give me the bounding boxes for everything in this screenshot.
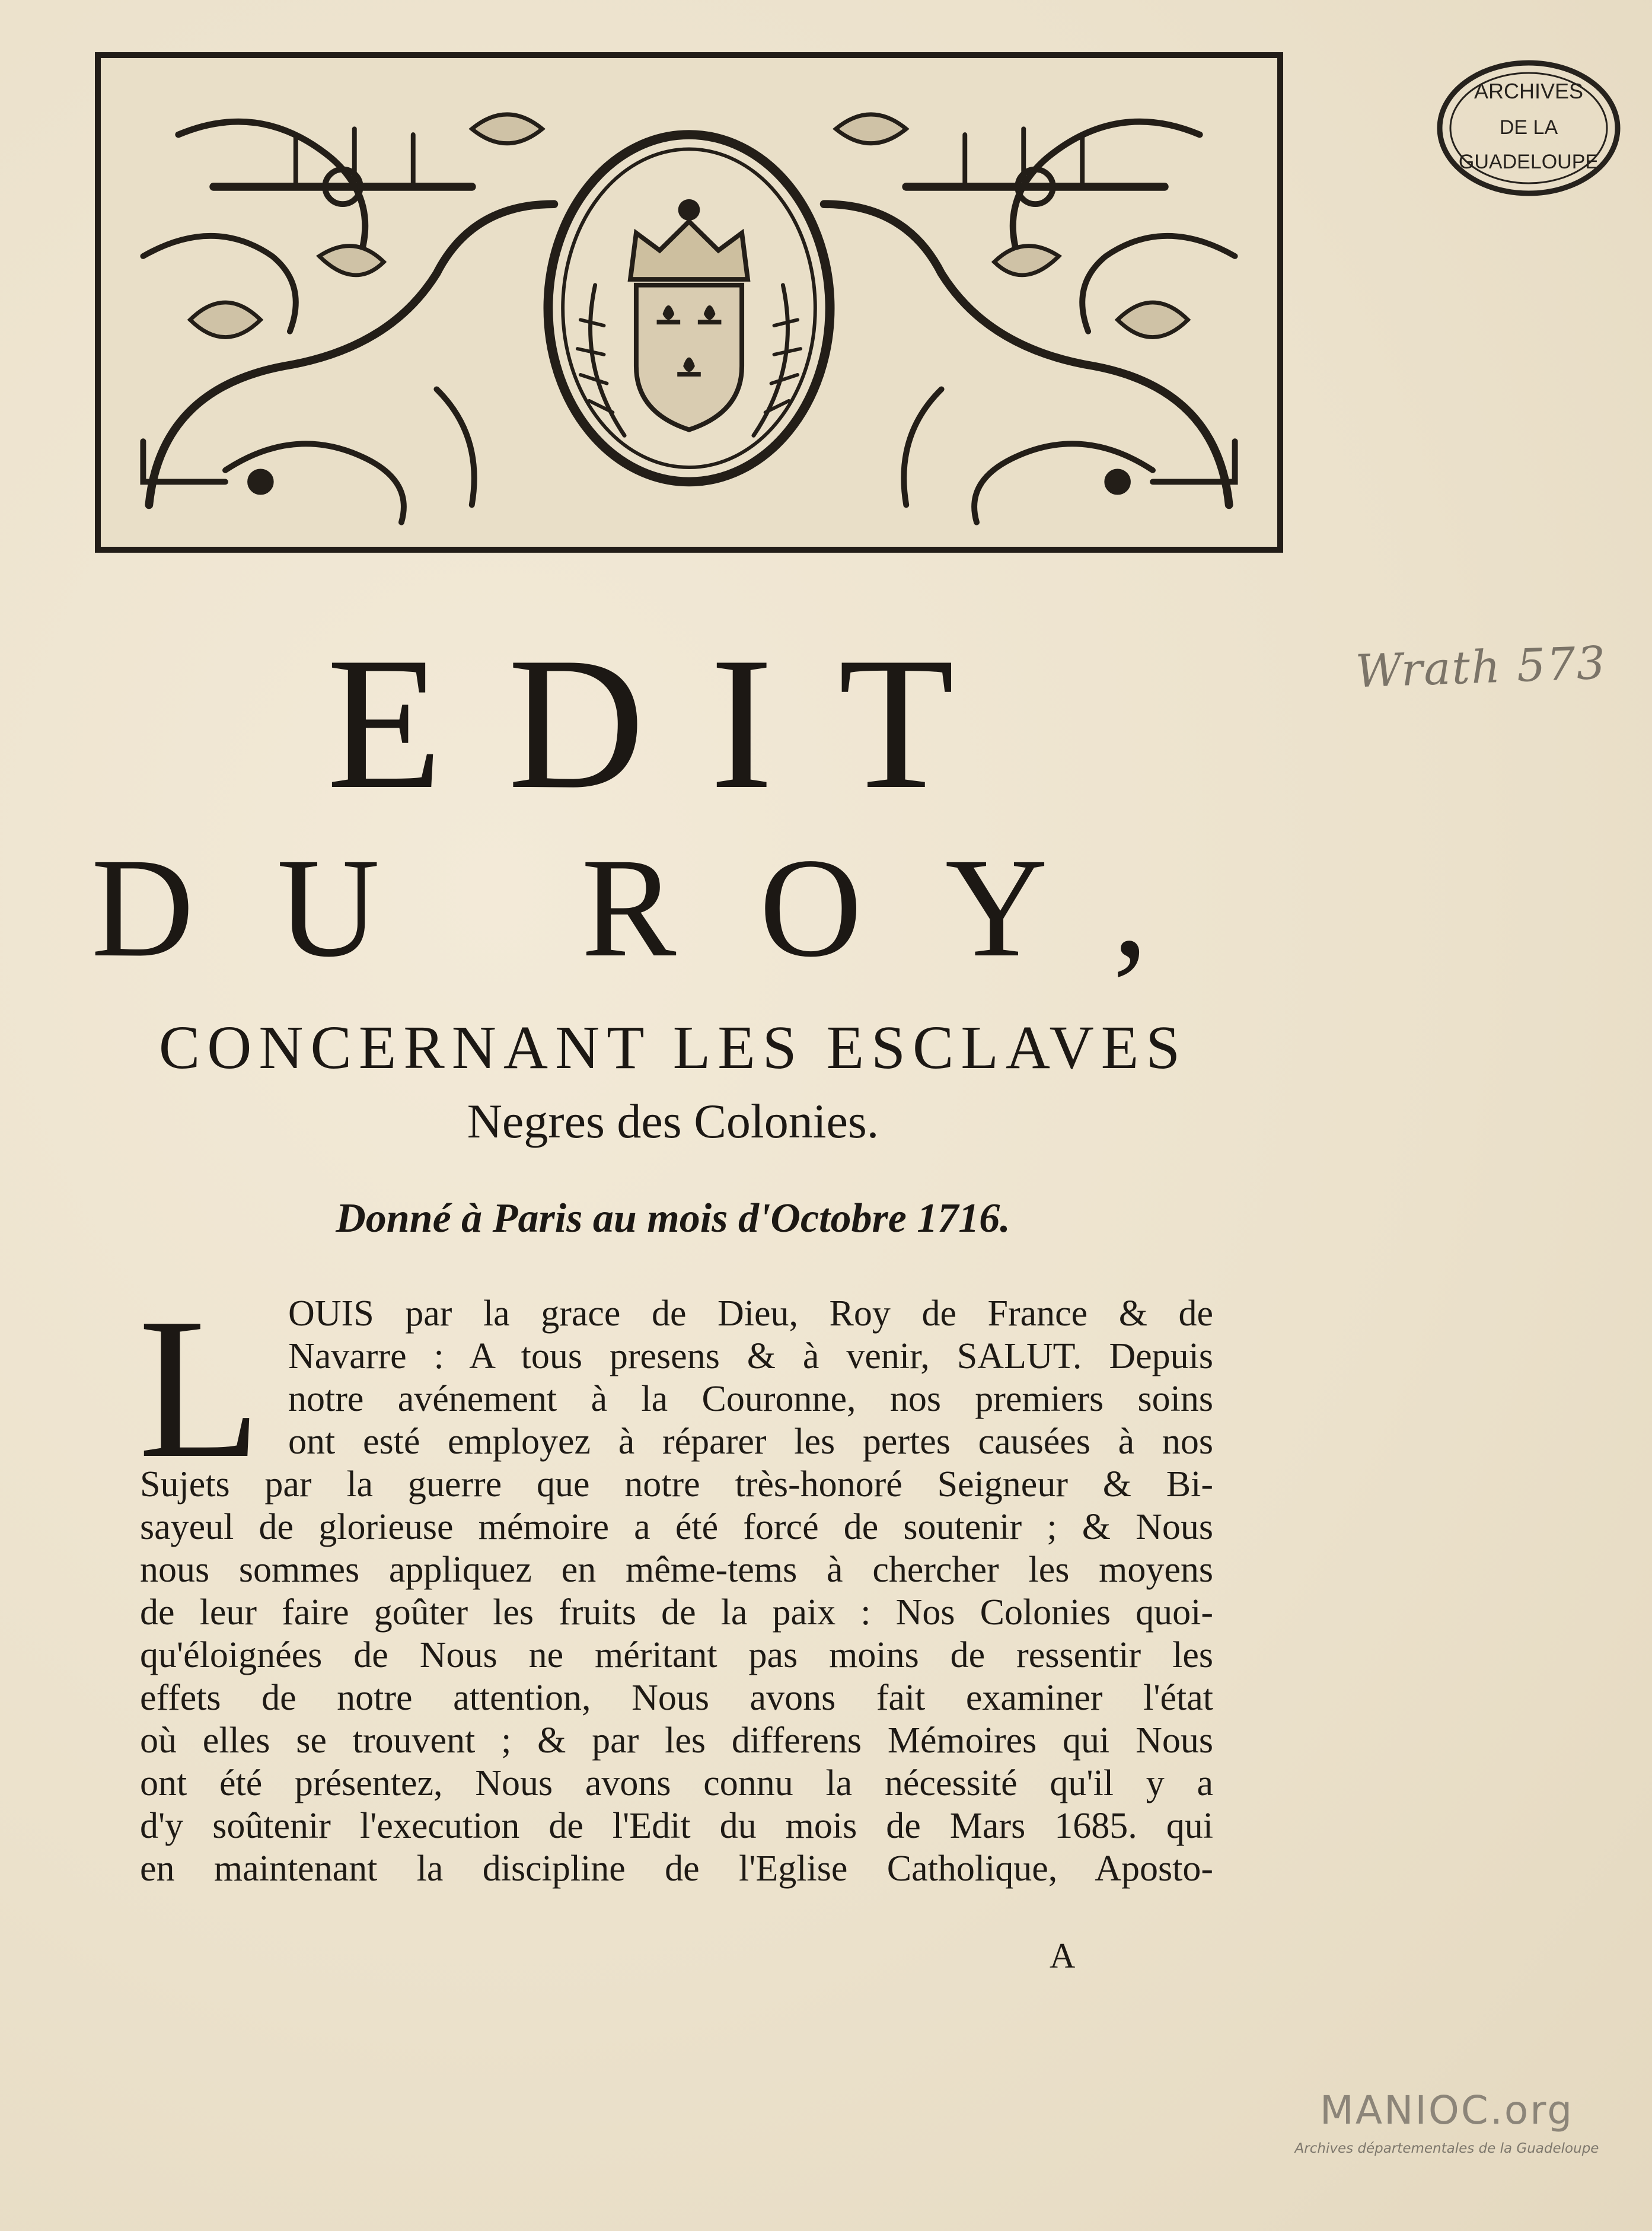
body-line: Sujets par la guerre que notre très-honoré Seigneur & Bi- xyxy=(140,1464,1213,1505)
archive-stamp xyxy=(1434,57,1624,199)
dateline: Donné à Paris au mois d'Octobre 1716. xyxy=(336,1196,1010,1241)
body-line: effets de notre attention, Nous avons fait examiner l'état xyxy=(140,1678,1213,1718)
body-line: de leur faire goûter les fruits de la paix : Nos Colonies quoi- xyxy=(140,1592,1213,1633)
body-line: ont été présentez, Nous avons connu la nécessité qu'il y a xyxy=(140,1763,1213,1803)
stamp-line-1: ARCHIVES xyxy=(1474,79,1584,103)
body-line: nous sommes appliquez en même-tems à chercher les moyens xyxy=(140,1550,1213,1590)
body-line: en maintenant la discipline de l'Eglise Catholique, Aposto- xyxy=(140,1848,1213,1889)
woodcut-headpiece xyxy=(95,52,1283,553)
body-line: Navarre : A tous presens & à venir, SALUT. Depuis xyxy=(288,1336,1213,1376)
body-line: sayeul de glorieuse mémoire a été forcé de soutenir ; & Nous xyxy=(140,1507,1213,1547)
footer-caption: Archives départementales de la Guadeloupe xyxy=(1294,2141,1599,2156)
stamp-line-3: GUADELOUPE xyxy=(1458,151,1599,173)
handwritten-shelfmark: Wrath 573 xyxy=(1354,636,1608,698)
subtitle-line-2: Negres des Colonies. xyxy=(467,1094,879,1148)
drop-cap: L xyxy=(138,1276,261,1500)
title-line-2: DU ROY, xyxy=(91,828,1232,986)
royal-arms-ornament-icon xyxy=(108,65,1270,540)
subtitle-line-1: CONCERNANT LES ESCLAVES xyxy=(158,1013,1188,1082)
stamp-line-2: DE LA xyxy=(1499,116,1558,139)
body-line: d'y soûtenir l'execution de l'Edit du mois de Mars 1685. qui xyxy=(140,1806,1213,1846)
title-line-1: EDIT xyxy=(326,619,1020,828)
body-line: qu'éloignées de Nous ne méritant pas moins de ressentir les xyxy=(140,1635,1213,1675)
body-line: ont esté employez à réparer les pertes causées à nos xyxy=(288,1422,1213,1462)
page-signature-mark: A xyxy=(1050,1936,1076,1975)
body-line: où elles se trouvent ; & par les differens Mémoires qui Nous xyxy=(140,1720,1213,1761)
body-line: notre avénement à la Couronne, nos premiers soins xyxy=(288,1379,1213,1419)
manioc-logo: MANIOC.org xyxy=(1319,2087,1574,2133)
body-line: OUIS par la grace de Dieu, Roy de France & de xyxy=(288,1293,1213,1334)
